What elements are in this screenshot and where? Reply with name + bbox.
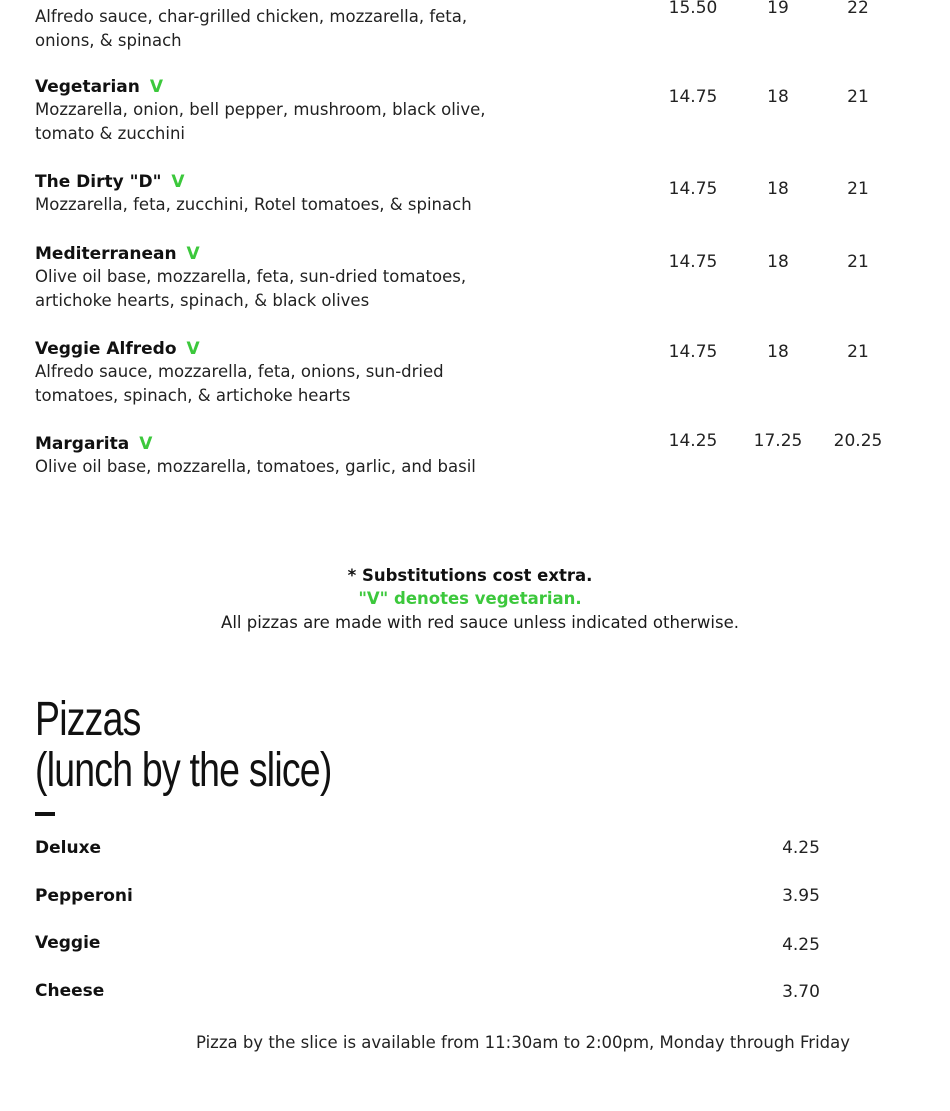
price-small: 14.75 — [668, 252, 718, 272]
item-description: Mozzarella, feta, zucchini, Rotel tomatoes, & spinach — [35, 195, 472, 214]
item-description: Olive oil base, mozzarella, tomatoes, garlic, and basil — [35, 457, 476, 476]
vegetarian-legend: "V" denotes vegetarian. — [358, 589, 582, 608]
slice-name: Cheese — [35, 981, 105, 1001]
vegetarian-badge: V — [186, 339, 200, 359]
slice-availability-note: Pizza by the slice is available from 11:30am to 2:00pm, Monday through Friday — [195, 1033, 851, 1052]
slice-price: 3.70 — [782, 982, 820, 1002]
vegetarian-badge: V — [171, 172, 185, 192]
price-medium: 19 — [767, 0, 789, 18]
price-large: 21 — [847, 252, 869, 272]
item-description: Mozzarella, onion, bell pepper, mushroom, black olive, tomato & zucchini — [35, 100, 486, 143]
item-name: Margarita — [35, 434, 130, 454]
slice-name: Veggie — [35, 933, 101, 953]
slice-item-deluxe — [35, 836, 915, 860]
price-small: 14.75 — [668, 87, 718, 107]
price-large: 22 — [847, 0, 869, 18]
section-title — [35, 694, 332, 796]
item-description: Alfredo sauce, mozzarella, feta, onions, sun-dried tomatoes, spinach, & artichoke hearts — [35, 362, 444, 405]
price-small: 14.75 — [668, 342, 718, 362]
price-medium: 18 — [767, 179, 789, 199]
price-small: 14.25 — [668, 431, 718, 451]
slice-item-pepperoni — [35, 884, 915, 908]
item-name: The Dirty "D" — [35, 172, 162, 192]
price-large: 21 — [847, 342, 869, 362]
red-sauce-note: All pizzas are made with red sauce unless indicated otherwise. — [221, 613, 739, 632]
slice-name: Deluxe — [35, 838, 102, 858]
slice-name: Pepperoni — [35, 886, 133, 906]
price-medium: 17.25 — [753, 431, 803, 451]
price-small: 15.50 — [668, 0, 718, 18]
section-title-line1: Pizzas — [35, 693, 141, 746]
title-underline — [35, 812, 55, 816]
price-large: 20.25 — [833, 431, 883, 451]
vegetarian-badge: V — [186, 244, 200, 264]
item-name: Vegetarian — [35, 77, 140, 97]
item-description: Olive oil base, mozzarella, feta, sun-dried tomatoes, artichoke hearts, spinach, & black olives — [35, 267, 467, 310]
slice-price: 4.25 — [782, 935, 820, 955]
price-small: 14.75 — [668, 179, 718, 199]
substitutions-note: * Substitutions cost extra. — [347, 566, 593, 585]
slice-item-cheese — [35, 979, 915, 1003]
price-medium: 18 — [767, 252, 789, 272]
item-description: Alfredo sauce, char-grilled chicken, mozzarella, feta, onions, & spinach — [35, 7, 468, 50]
price-large: 21 — [847, 87, 869, 107]
price-large: 21 — [847, 179, 869, 199]
slice-item-veggie — [35, 931, 915, 955]
slice-price: 4.25 — [782, 838, 820, 858]
slice-price: 3.95 — [782, 886, 820, 906]
price-medium: 18 — [767, 342, 789, 362]
item-name: Mediterranean — [35, 244, 177, 264]
vegetarian-badge: V — [149, 77, 164, 97]
vegetarian-badge: V — [139, 434, 153, 454]
item-name: Veggie Alfredo — [35, 339, 177, 359]
section-title-line2: (lunch by the slice) — [35, 744, 332, 797]
price-medium: 18 — [767, 87, 789, 107]
